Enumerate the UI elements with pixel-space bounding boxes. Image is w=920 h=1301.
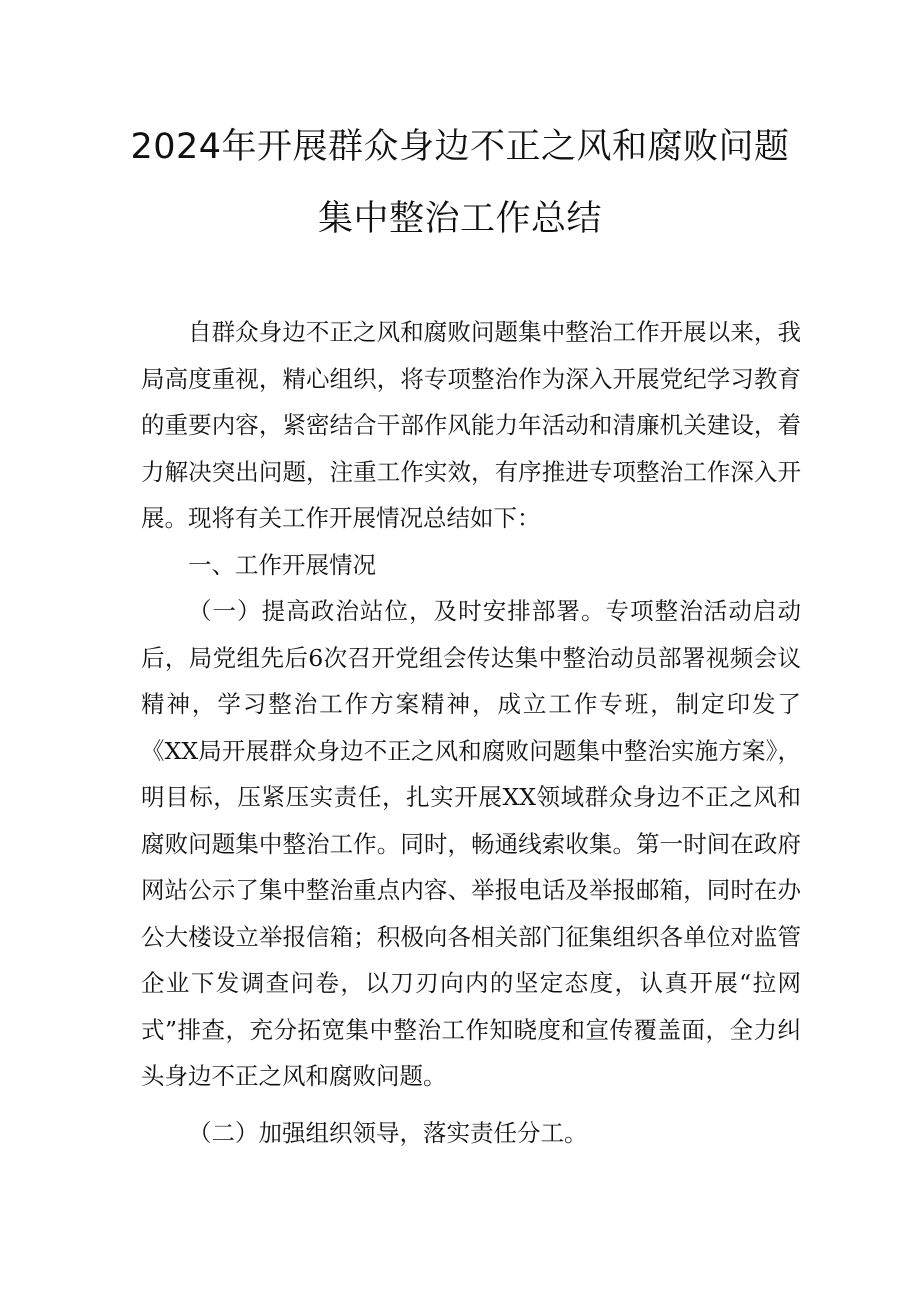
- document-title-line-1: 2024年开展群众身边不正之风和腐败问题: [130, 127, 790, 167]
- subsection-paragraph-1: （一）提高政治站位，及时安排部署。专项整治活动启动后，局党组先后6次召开党组会传达集中整治动员部署视频会议精神，学习整治工作方案精神，成立工作专班，制定印发了《XX局开展群众身边不正之风和腐败问题集中整治实施方案》，明目标，压紧压实责任，扎实开展XX领域群众身边不正之风和腐败问题集中整治工作。同时，畅通线索收集。第一时间在政府网站公示了集中整治重点内容、举报电话及举报邮箱，同时在办公大楼设立举报信箱；积极向各相关部门征集组织各单位对监管企业下发调查问卷，以刀刃向内的坚定态度，认真开展“拉网式”排查，充分拓宽集中整治工作知晓度和宣传覆盖面，全力纠头身边不正之风和腐败问题。: [141, 597, 801, 1090]
- document-body: [141, 309, 801, 1156]
- intro-paragraph: 自群众身边不正之风和腐败问题集中整治工作开展以来，我局高度重视，精心组织，将专项整治作为深入开展党纪学习教育的重要内容，紧密结合干部作风能力年活动和清廉机关建设，着力解决突出问题，注重工作实效，有序推进专项整治工作深入开展。现将有关工作开展情况总结如下：: [141, 318, 801, 532]
- subsection-paragraph-2: （二）加强组织领导，落实责任分工。: [188, 1118, 588, 1147]
- document-title-line-2: 集中整治工作总结: [317, 199, 602, 239]
- section-heading: 一、工作开展情况: [188, 550, 376, 579]
